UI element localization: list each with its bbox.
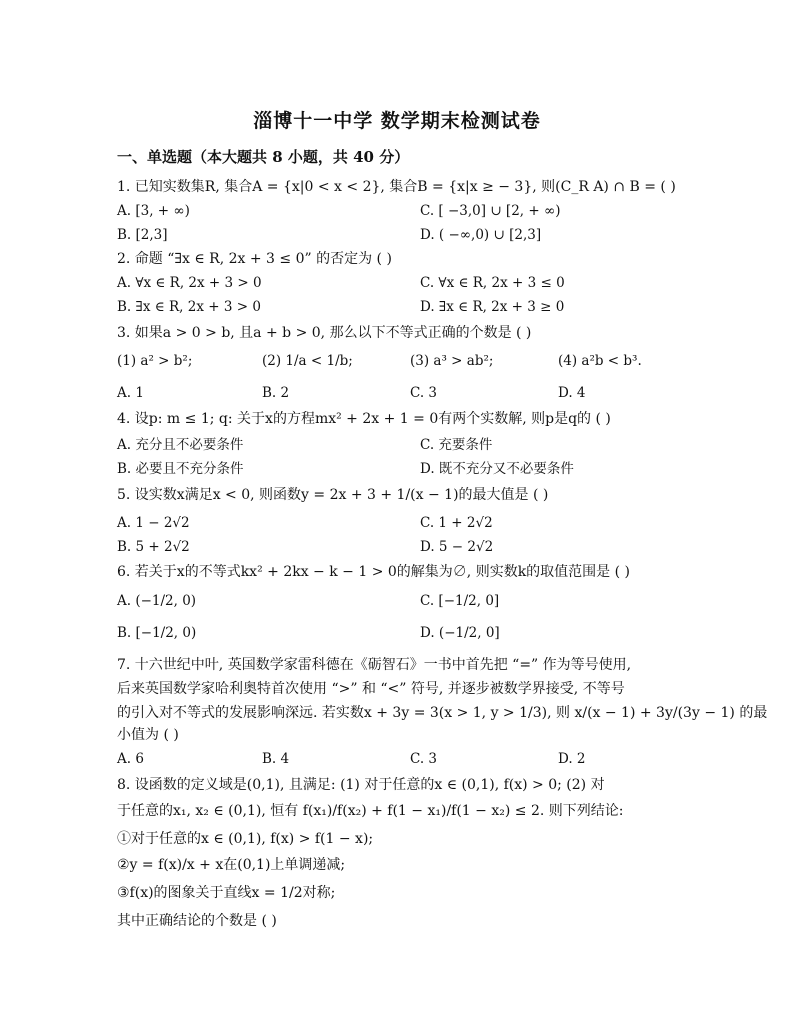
q1-option-d: D. ( −∞,0) ∪ [2,3] xyxy=(420,227,542,243)
exam-title: 淄博十一中学 数学期末检测试卷 xyxy=(253,110,541,132)
q1-option-a: A. [3, + ∞) xyxy=(117,203,190,219)
question-8-ending: 其中正确结论的个数是 ( ) xyxy=(117,913,277,929)
q3-statement-2: (2) 1/a < 1/b; xyxy=(262,353,353,369)
q3-statement-3: (3) a³ > ab²; xyxy=(410,353,494,369)
q6-option-b: B. [−1/2, 0) xyxy=(117,625,197,641)
q4-option-c: C. 充要条件 xyxy=(420,437,493,453)
q3-statement-1: (1) a² > b²; xyxy=(117,353,193,369)
question-8-claim-2: ②y = f(x)/x + x在(0,1)上单调递减; xyxy=(117,857,346,873)
q1-option-c: C. [ −3,0] ∪ [2, + ∞) xyxy=(420,203,561,219)
question-1-stem: 1. 已知实数集R, 集合A = {x|0 < x < 2}, 集合B = {x|x ≥ − 3}, 则(C_R A) ∩ B = ( ) xyxy=(117,179,676,195)
question-4-stem: 4. 设p: m ≤ 1; q: 关于x的方程mx² + 2x + 1 = 0有两个实数解, 则p是q的 ( ) xyxy=(117,411,611,427)
q5-option-d: D. 5 − 2√2 xyxy=(420,539,494,555)
q3-option-c: C. 3 xyxy=(410,385,438,401)
q2-option-c: C. ∀x ∈ R, 2x + 3 ≤ 0 xyxy=(420,275,565,291)
q6-option-c: C. [−1/2, 0] xyxy=(420,593,500,609)
q3-option-b: B. 2 xyxy=(262,385,290,401)
q4-option-b: B. 必要且不充分条件 xyxy=(117,461,244,477)
question-2-stem: 2. 命题 “∃x ∈ R, 2x + 3 ≤ 0” 的否定为 ( ) xyxy=(117,251,392,267)
q7-option-d: D. 2 xyxy=(558,751,586,767)
q3-option-a: A. 1 xyxy=(117,385,144,401)
q3-option-d: D. 4 xyxy=(558,385,586,401)
q4-option-a: A. 充分且不必要条件 xyxy=(117,437,244,453)
q3-statement-4: (4) a²b < b³. xyxy=(558,353,642,369)
q5-option-b: B. 5 + 2√2 xyxy=(117,539,190,555)
q5-option-a: A. 1 − 2√2 xyxy=(117,515,190,531)
q7-option-a: A. 6 xyxy=(117,751,144,767)
q1-option-b: B. [2,3] xyxy=(117,227,168,243)
question-5-stem: 5. 设实数x满足x < 0, 则函数y = 2x + 3 + 1/(x − 1)的最大值是 ( ) xyxy=(117,487,549,503)
question-8-line-1: 8. 设函数的定义域是(0,1), 且满足: (1) 对于任意的x ∈ (0,1), f(x) > 0; (2) 对 xyxy=(117,777,605,793)
q4-option-d: D. 既不充分又不必要条件 xyxy=(420,461,574,477)
q5-option-c: C. 1 + 2√2 xyxy=(420,515,493,531)
q6-option-a: A. (−1/2, 0) xyxy=(117,593,197,609)
question-7-line-1: 7. 十六世纪中叶, 英国数学家雷科德在《砺智石》一书中首先把 “=” 作为等号使用, xyxy=(117,657,632,673)
question-7-line-3: 的引入对不等式的发展影响深远. 若实数x + 3y = 3(x > 1, y > 1/3), 则 x/(x − 1) + 3y/(3y − 1) 的最 xyxy=(117,705,768,721)
q7-option-c: C. 3 xyxy=(410,751,438,767)
q2-option-d: D. ∃x ∈ R, 2x + 3 ≥ 0 xyxy=(420,299,565,315)
q2-option-a: A. ∀x ∈ R, 2x + 3 > 0 xyxy=(117,275,262,291)
question-8-claim-3: ③f(x)的图象关于直线x = 1/2对称; xyxy=(117,885,336,901)
q2-option-b: B. ∃x ∈ R, 2x + 3 > 0 xyxy=(117,299,261,315)
q6-option-d: D. (−1/2, 0] xyxy=(420,625,500,641)
question-8-claim-1: ①对于任意的x ∈ (0,1), f(x) > f(1 − x); xyxy=(117,831,374,847)
question-3-stem: 3. 如果a > 0 > b, 且a + b > 0, 那么以下不等式正确的个数是 ( ) xyxy=(117,325,532,341)
question-8-line-2: 于任意的x₁, x₂ ∈ (0,1), 恒有 f(x₁)/f(x₂) + f(1 − x₁)/f(1 − x₂) ≤ 2. 则下列结论: xyxy=(117,803,624,819)
question-7-line-4: 小值为 ( ) xyxy=(117,727,179,743)
q7-option-b: B. 4 xyxy=(262,751,290,767)
section-heading: 一、单选题（本大题共 8 小题，共 40 分） xyxy=(117,148,410,166)
question-7-line-2: 后来英国数学家哈利奥特首次使用 “>” 和 “<” 符号, 并逐步被数学界接受, 不等号 xyxy=(117,681,625,697)
question-6-stem: 6. 若关于x的不等式kx² + 2kx − k − 1 > 0的解集为∅, 则实数k的取值范围是 ( ) xyxy=(117,564,631,580)
